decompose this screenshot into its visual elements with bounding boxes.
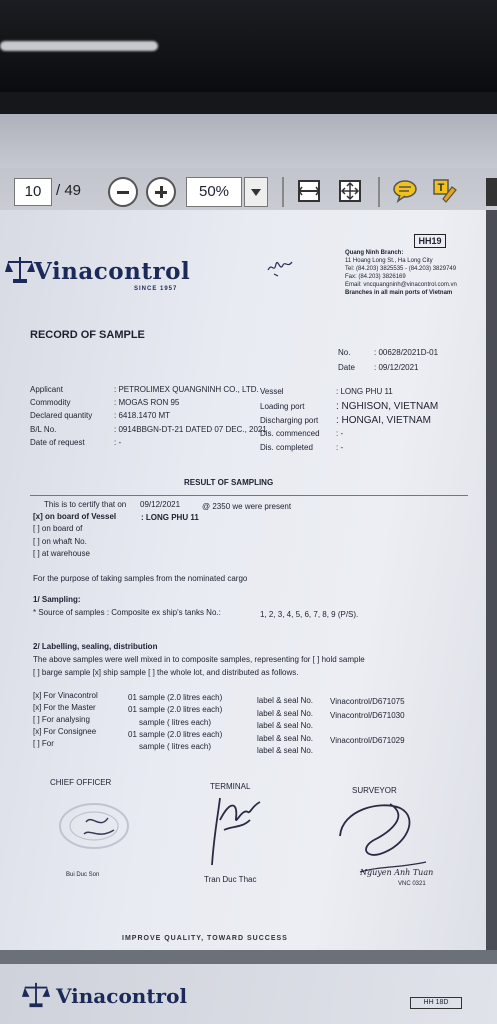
labelling-text: [ ] barge sample [x] ship sample [ ] the whole lot, and distributed as follows.	[33, 668, 299, 677]
field-value: : PETROLIMEX QUANGNINH CO., LTD.	[114, 385, 259, 394]
distribution-seal: Vinacontrol/D671029	[330, 736, 405, 745]
zoom-in-button[interactable]	[146, 177, 176, 207]
field-label: Vessel	[260, 387, 284, 396]
field-value: : -	[336, 443, 344, 452]
labelling-text: The above samples were well mixed in to composite samples, representing for [ ] hold sample	[33, 655, 365, 664]
sampling-source: * Source of samples : Composite ex ship's tanks No.:	[33, 608, 221, 617]
page-number-input[interactable]: 10	[14, 178, 52, 206]
distribution-label: label & seal No.	[257, 746, 314, 755]
handwritten-mark-icon	[266, 256, 294, 278]
screen-frame	[0, 92, 497, 114]
branch-network: Branches in all main ports of Vietnam	[345, 290, 453, 296]
screen-glare	[0, 41, 158, 51]
distribution-sample: 01 sample (2.0 litres each)	[128, 730, 223, 739]
distribution-seal: Vinacontrol/D671075	[330, 697, 405, 706]
fit-page-icon[interactable]	[337, 178, 363, 204]
distribution-for: [x] For Consignee	[33, 727, 97, 736]
field-value: : 6418.1470 MT	[114, 411, 171, 420]
page-edge	[486, 210, 497, 950]
branch-name: Quang Ninh Branch:	[345, 250, 404, 256]
location-item: [x] on board of Vessel	[33, 512, 117, 521]
zoom-out-button[interactable]	[108, 177, 138, 207]
field-label: Dis. completed	[260, 443, 313, 452]
distribution-label: label & seal No.	[257, 721, 314, 730]
distribution-for: [x] For Vinacontrol	[33, 691, 98, 700]
distribution-label: label & seal No.	[257, 709, 314, 718]
company-logo-text: Vinacontrol	[34, 258, 191, 285]
no-label: No.	[338, 348, 351, 357]
document-title: RECORD OF SAMPLE	[30, 329, 145, 341]
field-value: : NGHISON, VIETNAM	[336, 401, 439, 412]
zoom-dropdown-button[interactable]	[244, 177, 268, 207]
certify-time: @ 2350 we were present	[202, 502, 292, 511]
signature-role-surveyor: SURVEYOR	[352, 786, 397, 795]
field-label: Dis. commenced	[260, 429, 320, 438]
minus-icon	[117, 191, 129, 194]
certify-text: This is to certify that on	[44, 500, 127, 509]
field-value: : -	[336, 429, 344, 438]
location-item: [ ] on whaft No.	[33, 537, 87, 546]
date-label: Date	[338, 363, 355, 372]
field-label: B/L No.	[30, 425, 57, 434]
branch-fax: Fax: (84.203) 3826169	[345, 274, 406, 280]
signature-role-terminal: TERMINAL	[210, 782, 251, 791]
terminal-signature-icon	[190, 790, 270, 870]
vinacontrol-logo-icon	[22, 981, 50, 1009]
purpose-text: For the purpose of taking samples from the nominated cargo	[33, 574, 248, 583]
distribution-sample: 01 sample (2.0 litres each)	[128, 705, 223, 714]
distribution-sample: sample ( litres each)	[139, 718, 212, 727]
page-gap	[0, 950, 497, 964]
distribution-for: [x] For the Master	[33, 703, 96, 712]
field-label: Commodity	[30, 398, 71, 407]
field-value: : HONGAI, VIETNAM	[336, 415, 432, 426]
certify-date: 09/12/2021	[140, 500, 181, 509]
distribution-label: label & seal No.	[257, 734, 314, 743]
company-since: SINCE 1957	[134, 286, 178, 292]
form-code-badge: HH 18D	[410, 997, 462, 1009]
chief-officer-stamp-icon	[56, 800, 136, 855]
toolbar-overflow[interactable]	[486, 178, 497, 206]
surveyor-code: VNC 0321	[398, 881, 426, 887]
svg-text:T: T	[437, 182, 445, 194]
branch-email: Email: vncquangninh@vinacontrol.com.vn	[345, 282, 457, 288]
field-value: : -	[114, 438, 122, 447]
toolbar-top-strip	[0, 114, 497, 168]
page-total-label: / 49	[56, 182, 82, 199]
location-value: : LONG PHU 11	[141, 513, 199, 522]
distribution-sample: sample ( litres each)	[139, 742, 212, 751]
signature-name-chief-officer: Bui Duc Son	[66, 872, 100, 878]
vinacontrol-logo-icon	[5, 255, 35, 285]
sampling-heading: 1/ Sampling:	[33, 595, 81, 604]
field-value: : MOGAS RON 95	[114, 398, 180, 407]
field-value: : 0914BBGN-DT-21 DATED 07 DEC., 2021	[114, 425, 267, 434]
divider	[30, 495, 468, 496]
signature-name-terminal: Tran Duc Thac	[204, 875, 257, 884]
toolbar-separator	[378, 177, 380, 207]
distribution-for: [ ] For	[33, 739, 54, 748]
distribution-for: [ ] For analysing	[33, 715, 90, 724]
distribution-label: label & seal No.	[257, 696, 314, 705]
no-value: : 00628/2021D-01	[374, 348, 439, 357]
distribution-seal: Vinacontrol/D671030	[330, 711, 405, 720]
sampling-tanks: 1, 2, 3, 4, 5, 6, 7, 8, 9 (P/S).	[260, 610, 359, 619]
signature-name-surveyor: Nguyen Anh Tuan	[360, 868, 434, 877]
location-item: [ ] at warehouse	[33, 549, 90, 558]
field-label: Applicant	[30, 385, 63, 394]
field-label: Discharging port	[260, 416, 319, 425]
date-value: : 09/12/2021	[374, 363, 419, 372]
labelling-heading: 2/ Labelling, sealing, distribution	[33, 642, 158, 651]
comment-icon[interactable]	[392, 178, 418, 204]
field-value: : LONG PHU 11	[336, 387, 393, 396]
field-label: Date of request	[30, 438, 85, 447]
signature-role-chief-officer: CHIEF OFFICER	[50, 778, 112, 787]
zoom-level-input[interactable]: 50%	[186, 177, 242, 207]
highlight-text-icon[interactable]	[432, 178, 458, 204]
company-logo-text: Vinacontrol	[56, 984, 188, 1008]
section-title: RESULT OF SAMPLING	[184, 478, 274, 487]
location-item: [ ] on board of	[33, 524, 83, 533]
distribution-sample: 01 sample (2.0 litres each)	[128, 693, 223, 702]
fit-width-icon[interactable]	[296, 178, 322, 204]
surveyor-signature-icon	[330, 796, 430, 876]
company-slogan: IMPROVE QUALITY, TOWARD SUCCESS	[122, 935, 288, 942]
toolbar-separator	[282, 177, 284, 207]
form-code-badge: HH19	[414, 234, 446, 248]
field-label: Declared quantity	[30, 411, 93, 420]
field-label: Loading port	[260, 402, 305, 411]
branch-tel: Tel: (84.203) 3825535 - (84.203) 3829749	[345, 266, 457, 272]
branch-address: 11 Hoang Long St., Ha Long City	[345, 258, 433, 264]
